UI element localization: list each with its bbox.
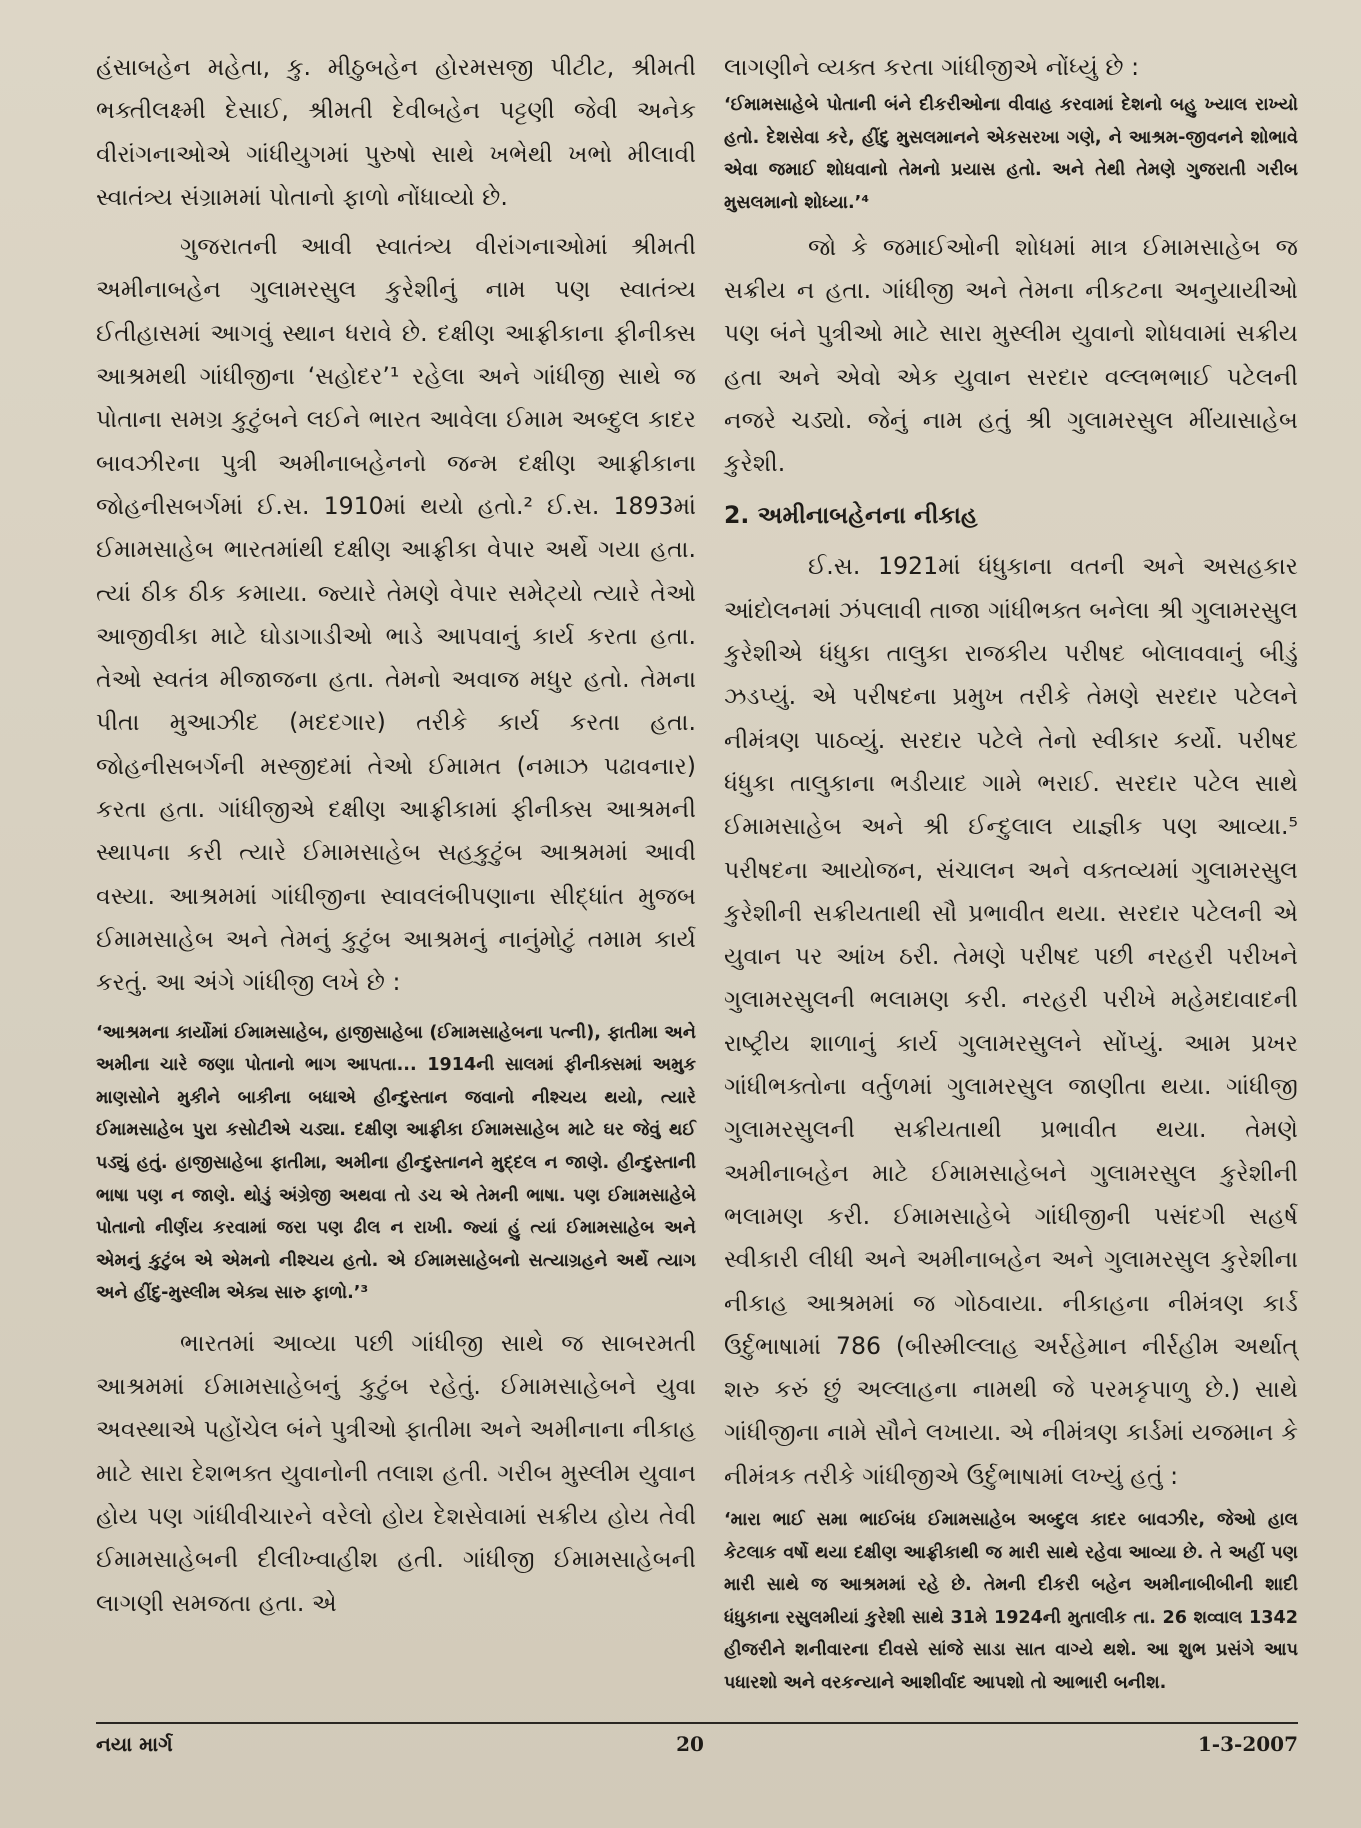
block-quote: ‘આશ્રમના કાર્યોમાં ઈમામસાહેબ, હાજીસાહેબા (ઈમામસાહેબના પત્ની), ફાતીમા અને અમીના ચારે જણા પોતાનો ભાગ આપતા... 1914ની સાલમાં ફીનીક્સમાં અમુક માણસોને મુકીને બાકીના બધાએ હીન્દુસ્તાન જવાનો નીશ્ચય થયો, ત્યારે ઈમામસાહેબ પુરા કસોટીએ ચડ્યા. દક્ષીણ આફ્રીકા ઈમામસાહેબ માટે ઘર જેવું થઈ પડ્યું હતું. હાજીસાહેબા ફાતીમા, અમીના હીન્દુસ્તાનને મુદ્દલ ન જાણે. હીન્દુસ્તાની ભાષા પણ ન જાણે. થોડું અંગ્રેજી અથવા તો ડચ એ તેમની ભાષા. પણ ઈમામસાહેબે પોતાનો નીર્ણય કરવામાં જરા પણ ઢીલ ન રાખી. જ્યાં હું ત્યાં ઈમામસાહેબ અને એમનું કુટુંબ એ એમનો નીશ્ચય હતો. એ ઈમામસાહેબનો સત્યાગ્રહને અર્થે ત્યાગ અને હીંદુ-મુસ્લીમ એક્ય સારુ ફાળો.’³ <box>96 1022 696 1304</box>
block-quote: ‘ઈમામસાહેબે પોતાની બંને દીકરીઓના વીવાહ કરવામાં દેશનો બહુ ખ્યાલ રાખ્યો હતો. દેશસેવા કરે, હીંદુ મુસલમાનને એકસરખા ગણે, ને આશ્રમ-જીવનને શોભાવે એવા જમાઈ શોધવાનો તેમનો પ્રયાસ હતો. અને તેથી તેમણે ગુજરાતી ગરીબ મુસલમાનો શોધ્યા.’⁴ <box>724 95 1298 214</box>
footer-divider <box>96 1722 1298 1724</box>
paragraph: ભારતમાં આવ્યા પછી ગાંધીજી સાથે જ સાબરમતી આશ્રમમાં ઈમામસાહેબનું કુટુંબ રહેતું. ઈમામસાહેબને યુવા અવસ્થાએ પહોંચેલ બંને પુત્રીઓ ફાતીમા અને અમીનાના નીકાહ માટે સારા દેશભક્ત યુવાનોની તલાશ હતી. ગરીબ મુસ્લીમ યુવાન હોય પણ ગાંધીવીચારને વરેલો હોય દેશસેવામાં સક્રીય હોય તેવી ઈમામસાહેબની દીલીખ્વાહીશ હતી. ગાંધીજી ઈમામસાહેબની લાગણી સમજતા હતા. એ <box>96 1328 696 1617</box>
block-quote: ‘મારા ભાઈ સમા ભાઈબંધ ઈમામસાહેબ અબ્દુલ કાદર બાવઝીર, જેઓ હાલ કેટલાક વર્ષો થયા દક્ષીણ આફ્રીકાથી જ મારી સાથે રહેવા આવ્યા છે. તે અહીં પણ મારી સાથે જ આશ્રમમાં રહે છે. તેમની દીકરી બહેન અમીનાબીબીની શાદી ધંધુકાના રસુલમીયાં કુરેશી સાથે 31મે 1924ની મુતાલીક તા. 26 શવ્વાલ 1342 હીજરીને શનીવારના દીવસે સાંજે સાડા સાત વાગ્યે થશે. આ શુભ પ્રસંગે આપ પધારશો અને વરકન્યાને આશીર્વાદ આપશો તો આભારી બનીશ. <box>724 1509 1298 1693</box>
paragraph: લાગણીને વ્યક્ત કરતા ગાંધીજીએ નોંધ્યું છે : <box>724 53 1140 81</box>
issue-date: 1-3-2007 <box>1197 1732 1298 1756</box>
paragraph: ઈ.સ. 1921માં ધંધુકાના વતની અને અસહકાર આંદોલનમાં ઝંપલાવી તાજા ગાંધીભક્ત બનેલા શ્રી ગુલામરસુલ કુરેશીએ ધંધુકા તાલુકા રાજકીય પરીષદ બોલાવવાનું બીડું ઝડપ્યું. એ પરીષદના પ્રમુખ તરીકે તેમણે સરદાર પટેલને નીમંત્રણ પાઠવ્યું. સરદાર પટેલે તેનો સ્વીકાર કર્યો. પરીષદ ધંધુકા તાલુકાના ભડીયાદ ગામે ભરાઈ. સરદાર પટેલ સાથે ઈમામસાહેબ અને શ્રી ઈન્દુલાલ યાજ્ઞીક પણ આવ્યા.⁵ પરીષદના આયોજન, સંચાલન અને વક્તવ્યમાં ગુલામરસુલ કુરેશીની સક્રીયતાથી સૌ પ્રભાવીત થયા. સરદાર પટેલની એ યુવાન પર આંખ ઠરી. તેમણે પરીષદ પછી નરહરી પરીખને ગુલામરસુલની ભલામણ કરી. નરહરી પરીખે મહેમદાવાદની રાષ્ટ્રીય શાળાનું કાર્ય ગુલામરસુલને સોંપ્યું. આમ પ્રખર ગાંધીભક્તોના વર્તુળમાં ગુલામરસુલ જાણીતા થયા. ગાંધીજી ગુલામરસુલની સક્રીયતાથી પ્રભાવીત થયા. તેમણે અમીનાબહેન માટે ઈમામસાહેબને ગુલામરસુલ કુરેશીની ભલામણ કરી. ઈમામસાહેબે ગાંધીજીની પસંદગી સહર્ષ સ્વીકારી લીધી અને અમીનાબહેન અને ગુલામરસુલ કુરેશીના નીકાહ આશ્રમમાં જ ગોઠવાયા. નીકાહના નીમંત્રણ કાર્ડ ઉર્દુભાષામાં 786 (બીસ્મીલ્લાહ અર્રહેમાન નીર્રહીમ અર્થાત્ શરુ કરું છું અલ્લાહના નામથી જે પરમકૃપાળુ છે.) સાથે ગાંધીજીના નામે સૌને લખાયા. એ નીમંત્રણ કાર્ડમાં યજમાન કે નીમંત્રક તરીકે ગાંધીજીએ ઉર્દુભાષામાં લખ્યું હતું : <box>724 552 1298 1490</box>
paragraph: જો કે જમાઈઓની શોધમાં માત્ર ઈમામસાહેબ જ સક્રીય ન હતા. ગાંધીજી અને તેમના નીકટના અનુયાયીઓ પણ બંને પુત્રીઓ માટે સારા મુસ્લીમ યુવાનો શોધવામાં સક્રીય હતા અને એવો એક યુવાન સરદાર વલ્લભભાઈ પટેલની નજરે ચડ્યો. જેનું નામ હતું શ્રી ગુલામરસુલ મીંયાસાહેબ કુરેશી. <box>724 232 1298 478</box>
section-heading: 2. અમીનાબહેનના નીકાહ <box>724 501 978 530</box>
paragraph: ગુજરાતની આવી સ્વાતંત્ર્ય વીરાંગનાઓમાં શ્રીમતી અમીનાબહેન ગુલામરસુલ કુરેશીનું નામ પણ સ્વાતંત્ર્ય ઈતીહાસમાં આગવું સ્થાન ધરાવે છે. દક્ષીણ આફ્રીકાના ફીનીક્સ આશ્રમથી ગાંધીજીના ‘સહોદર’¹ રહેલા અને ગાંધીજી સાથે જ પોતાના સમગ્ર કુટુંબને લઈને ભારત આવેલા ઈમામ અબ્દુલ કાદર બાવઝીરના પુત્રી અમીનાબહેનનો જન્મ દક્ષીણ આફ્રીકાના જોહનીસબર્ગમાં ઈ.સ. 1910માં થયો હતો.² ઈ.સ. 1893માં ઈમામસાહેબ ભારતમાંથી દક્ષીણ આફ્રીકા વેપાર અર્થે ગયા હતા. ત્યાં ઠીક ઠીક કમાયા. જ્યારે તેમણે વેપાર સમેટ્યો ત્યારે તેઓ આજીવીકા માટે ઘોડાગાડીઓ ભાડે આપવાનું કાર્ય કરતા હતા. તેઓ સ્વતંત્ર મીજાજના હતા. તેમનો અવાજ મધુર હતો. તેમના પીતા મુઆઝીદ (મદદગાર) તરીકે કાર્ય કરતા હતા. જોહનીસબર્ગની મસ્જીદમાં તેઓ ઈમામત (નમાઝ પઢાવનાર) કરતા હતા. ગાંધીજીએ દક્ષીણ આફ્રીકામાં ફીનીક્સ આશ્રમની સ્થાપના કરી ત્યારે ઈમામસાહેબ સહકુટુંબ આશ્રમમાં આવી વસ્યા. આશ્રમમાં ગાંધીજીના સ્વાવલંબીપણાના સીદ્ધાંત મુજબ ઈમામસાહેબ અને તેમનું કુટુંબ આશ્રમનું નાનુંમોટું તમામ કાર્ય કરતું. આ અંગે ગાંધીજી લખે છે : <box>96 232 696 997</box>
publication-name: નયા માર્ગ <box>96 1732 173 1756</box>
page-number: 20 <box>676 1732 704 1756</box>
left-column <box>96 46 696 1625</box>
paragraph: હંસાબહેન મહેતા, કુ. મીઠુબહેન હોરમસજી પીટીટ, શ્રીમતી ભક્તીલક્ષ્મી દેસાઈ, શ્રીમતી દેવીબહેન પટ્ટણી જેવી અનેક વીરાંગનાઓએ ગાંધીયુગમાં પુરુષો સાથે ખભેથી ખભો મીલાવી સ્વાતંત્ર્ય સંગ્રામમાં પોતાનો ફાળો નોંધાવ્યો છે. <box>96 53 696 211</box>
right-column <box>724 46 1298 1700</box>
